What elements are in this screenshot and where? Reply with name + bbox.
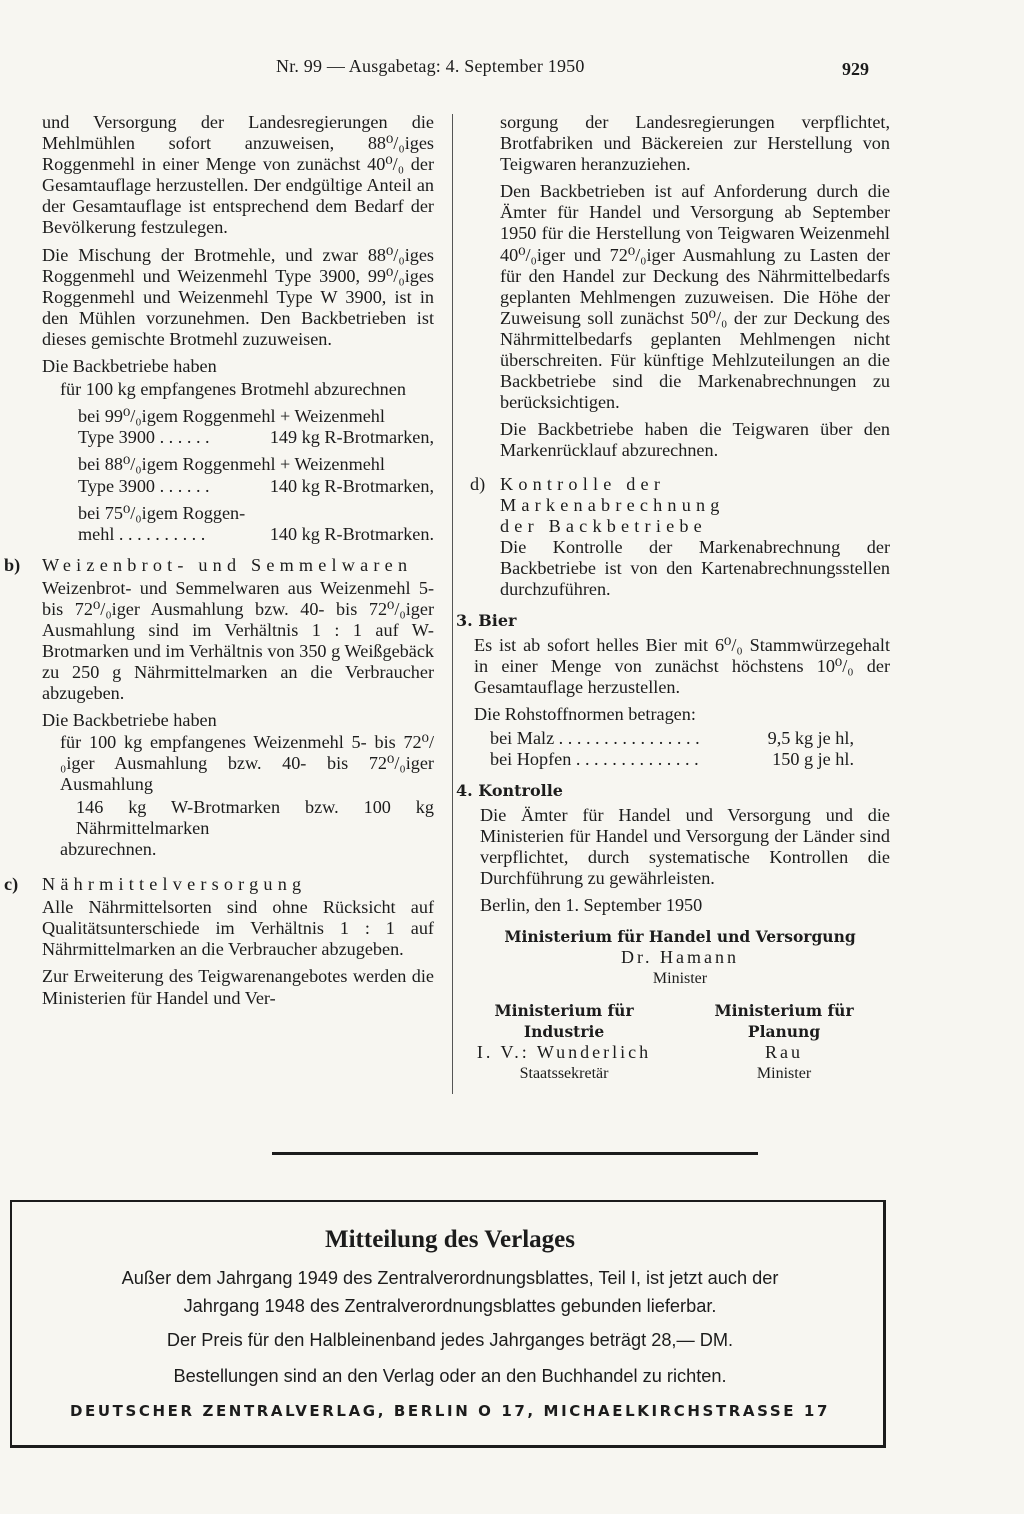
paragraph: Es ist ab sofort helles Bier mit 6⁰/₀ Stammwürzegehalt in einer Menge von zunächst höchstens 10⁰/₀ der Gesamtauflage herzustellen. [474,635,890,698]
rate-row [78,476,434,497]
signature-main [470,926,890,989]
norm-row [490,728,854,749]
section-marker: b) [4,554,21,575]
section-4 [456,780,890,917]
section-d [470,473,890,601]
rate-type: Type 3900 . . . . . . [78,475,210,496]
notice-line: Bestellungen sind an den Verlag oder an den Buchhandel zu richten. [173,1366,727,1386]
column-divider [452,114,453,1094]
section-marker: d) [470,473,486,494]
signature-org: Ministerium für Planung [714,1000,854,1041]
rate-entry [78,406,434,545]
paragraph: Alle Nährmittelsorten sind ohne Rücksicht auf Qualitätsunterschiede im Verhältnis 1 : 1 auf Nährmittelmarken an die Verbraucher abzugeben. [42,897,434,960]
paragraph: Den Backbetrieben ist auf Anforderung durch die Ämter für Handel und Versorgung ab September 1950 für die Herstellung von Teigwaren Weizenmehl 40⁰/₀iger und 72⁰/₀iger Ausmahlung zu Lasten der für den Handel zur Deckung des Nährmittelbedarfs geplanten Mehlmengen zuzuweisen. Die Höhe der Zuweisung soll zunächst 50⁰/₀ der zur Deckung des Nährmittelbedarfs geplanten Mehlmengen nicht überschreiten. Für künftige Mehlzuteilungen an die Backbetriebe sind die Markenabrechnungen zu berücksichtigen. [500,181,890,413]
paragraph: 146 kg W-Brotmarken bzw. 100 kg Nährmittelmarken [76,796,434,838]
rate-value: 140 kg R-Brotmarken. [269,523,434,544]
norm-value: 9,5 kg je hl, [767,727,854,748]
paragraph: sorgung der Landesregierungen verpflichtet, Brotfabriken und Bäckereien zur Herstellung von Teigwaren heranzuziehen. [500,112,890,175]
rate-row [78,427,434,448]
section-c [4,874,434,1009]
signature-org: Ministerium für Handel und Versorgung [504,927,856,947]
rate-desc: bei 75⁰/₀igem Roggen- [78,502,246,523]
signature-org: Ministerium für Industrie [494,1000,634,1041]
notice-line: Der Preis für den Halbleinenband jedes Jahrganges beträgt 28,— DM. [166,1330,734,1350]
paragraph: Die Mischung der Brotmehle, und zwar 88⁰/₀iges Roggenmehl und Weizenmehl Type 3900, 99⁰/₀iges Roggenmehl und Weizenmehl Type W 3900, ist in den Mühlen vorzunehmen. Den Backbetrieben ist dieses gemischte Brotmehl zuzuweisen. [42,244,434,349]
section-title: Kontrolle der Markenabrechnung [500,473,725,515]
paragraph: Die Backbetriebe haben [42,356,217,377]
signatures [470,926,890,1084]
signature-name: Rau [765,1041,804,1062]
notice-line: Jahrgang 1948 des Zentralverordnungsblattes gebunden lieferbar. [183,1296,717,1316]
section-3 [456,610,890,770]
notice-line: Außer dem Jahrgang 1949 des Zentralverordnungsblattes, Teil I, ist jetzt auch der [121,1268,779,1288]
norm-label: bei Hopfen . . . . . . . . . . . . . . [490,748,699,769]
rate-value: 149 kg R-Brotmarken, [269,427,434,448]
section-b [4,554,434,860]
section-title: Nährmittelversorgung [42,874,307,895]
signature-industry [452,1000,676,1084]
paragraph: Die Rohstoffnormen betragen: [474,704,696,725]
signature-name: I. V.: Wunderlich [476,1041,652,1062]
notice-title: Mitteilung des Verlages [325,1226,575,1253]
norm-row [490,749,854,770]
paragraph: Die Kontrolle der Markenabrechnung der Backbetriebe ist von den Kartenabrechnungsstellen durchzuführen. [500,536,890,599]
norm-label: bei Malz . . . . . . . . . . . . . . . . [490,727,700,748]
signature-title: Minister [756,1064,812,1082]
paragraph: Weizenbrot- und Semmelwaren aus Weizenmehl 5- bis 72⁰/₀iger Ausmahlung bzw. 40- bis 72⁰/₀iger Ausmahlung sind im Verhältnis 1 : 1 auf W-Brotmarken und im Verhältnis von 350 g Weißgebäck zu 250 g Nährmittelmarken an die Verbraucher abzugeben. [42,577,434,704]
paragraph: Zur Erweiterung des Teigwarenangebotes werden die Ministerien für Handel und Ver- [42,966,434,1008]
paragraph: und Versorgung der Landesregierungen die Mehlmühlen sofort anzuweisen, 88⁰/₀iges Roggenmehl in einer Menge von zunächst 40⁰/₀ der Gesamtauflage herzustellen. Der endgültige Anteil an der Gesamtauflage ist entsprechend dem Bedarf der Bevölkerung festzulegen. [42,112,434,238]
signature-title: Staatssekretär [519,1064,609,1082]
rate-row [78,524,434,545]
signature-row [452,1000,892,1084]
publisher-notice [10,1200,886,1448]
rate-desc: bei 99⁰/₀igem Roggenmehl + Weizenmehl [78,406,385,427]
left-column [4,112,434,1015]
paragraph: für 100 kg empfangenes Weizenmehl 5- bis 72⁰/₀iger Ausmahlung bzw. 40- bis 72⁰/₀iger Ausmahlung [60,731,434,794]
date-line: Berlin, den 1. September 1950 [480,895,703,916]
rate-type: Type 3900 . . . . . . [78,427,210,448]
paragraph: Die Backbetriebe haben die Teigwaren über den Markenrücklauf abzurechnen. [500,419,890,461]
section-heading: 3. Bier [456,611,517,631]
signature-title: Minister [652,970,708,988]
paragraph: Die Backbetriebe haben [42,710,217,731]
signature-name: Dr. Hamann [621,947,739,968]
signature-planning [676,1000,892,1084]
rate-desc: bei 88⁰/₀igem Roggenmehl + Weizenmehl [78,454,385,475]
section-title: Weizenbrot- und Semmelwaren [42,554,413,575]
paragraph: abzurechnen. [60,839,157,859]
section-marker: c) [4,874,19,895]
paragraph: Die Ämter für Handel und Versorgung und die Ministerien für Handel und Versorgung der Länder sind verpflichtet, durch systematische Kontrollen die Durchführung zu gewährleisten. [480,804,890,889]
publisher-address: DEUTSCHER ZENTRALVERLAG, BERLIN O 17, MICHAELKIRCHSTRASSE 17 [69,1402,831,1420]
right-column [456,112,890,1084]
norm-value: 150 g je hl. [772,748,854,769]
page-number: 929 [842,59,869,79]
rate-type: mehl . . . . . . . . . . [78,523,206,544]
paragraph: für 100 kg empfangenes Brotmehl abzurechnen [60,379,406,400]
section-heading: 4. Kontrolle [456,780,563,800]
rate-value: 140 kg R-Brotmarken, [269,475,434,496]
section-title: der Backbetriebe [500,515,707,536]
issue-line: Nr. 99 — Ausgabetag: 4. September 1950 [276,56,585,76]
horizontal-rule [272,1152,758,1155]
page-header [0,56,1024,86]
